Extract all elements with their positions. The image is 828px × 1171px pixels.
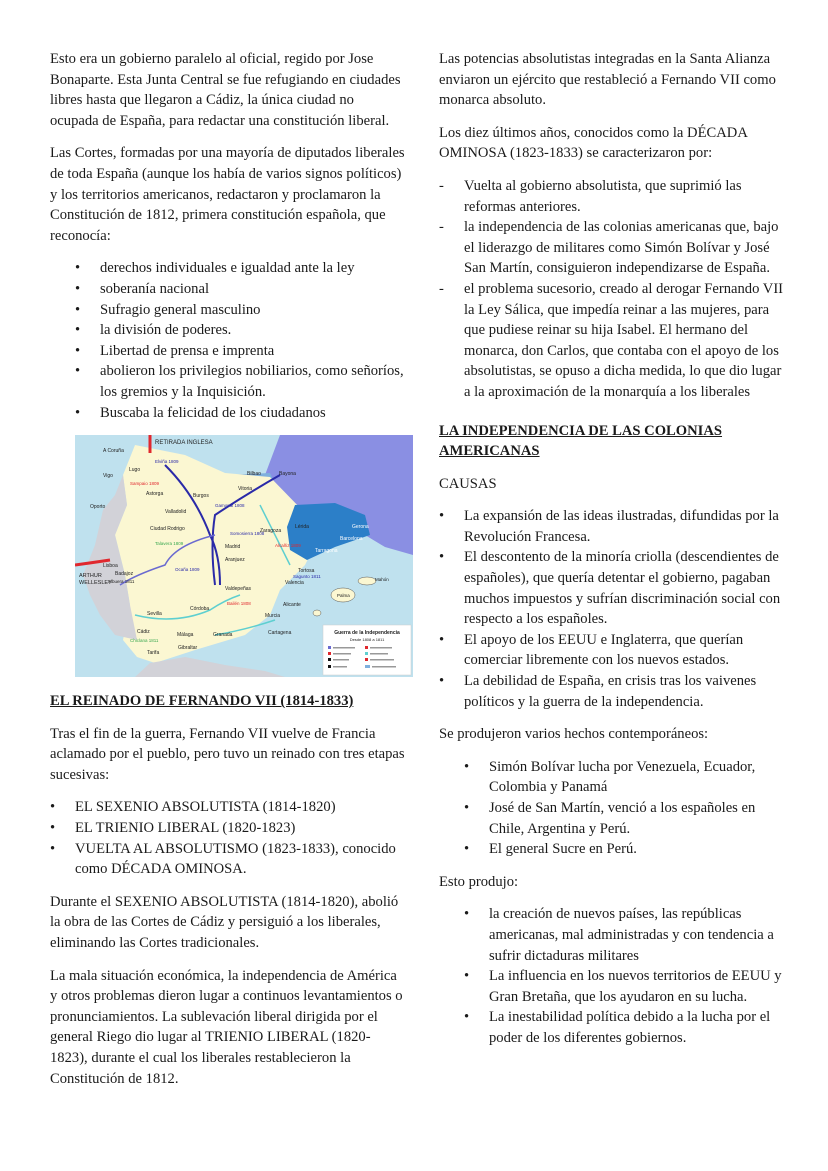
- map-guerra-independencia: [75, 435, 413, 677]
- map-legend: [323, 625, 411, 675]
- map-label: Badajoz: [115, 571, 134, 578]
- map-label: Tortosa: [298, 568, 315, 575]
- map-label: Granada: [213, 632, 233, 639]
- map-label: Cádiz: [137, 629, 150, 636]
- map-label: Somosierra 1808: [230, 531, 265, 537]
- map-label: Zaragoza: [260, 528, 282, 535]
- map-label: Murcia: [265, 613, 281, 620]
- map-label: Valdepeñas: [225, 586, 252, 593]
- map-label: Talavera 1809: [155, 541, 184, 547]
- list-item: • la división de poderes.: [50, 320, 405, 341]
- map-label: Bilbao: [247, 471, 261, 478]
- map-label: Mahón: [375, 577, 389, 583]
- list-item: • El apoyo de los EEUU e Inglaterra, que querían comerciar libremente con los nuevos estados.: [439, 630, 789, 671]
- map-label: Gerona: [352, 524, 369, 531]
- map-label: Burgos: [193, 493, 209, 500]
- heading-independencia-colonias: LA INDEPENDENCIA DE LAS COLONIAS AMERICANAS: [439, 422, 723, 460]
- map-label: Albuera 1811: [108, 579, 135, 585]
- paragraph-decada-ominosa: Los diez últimos años, conocidos como la DÉCADA OMINOSA (1823-1833) se caracterizaron por:: [439, 124, 748, 162]
- list-item: • EL TRIENIO LIBERAL (1820-1823): [50, 818, 405, 839]
- paragraph-hechos: Se produjeron varios hechos contemporáneos:: [439, 726, 709, 743]
- map-label: Tarifa: [147, 650, 160, 657]
- list-item: • VUELTA AL ABSOLUTISMO (1823-1833), conocido como DÉCADA OMINOSA.: [50, 839, 405, 880]
- map-label: Ciudad Rodrigo: [150, 526, 185, 533]
- map-label: Sevilla: [147, 611, 162, 618]
- map-label: Cartagena: [268, 630, 292, 637]
- causas-label: CAUSAS: [439, 475, 497, 492]
- map-label: RETIRADA INGLESA: [155, 440, 213, 447]
- map-label: Barcelona: [340, 536, 363, 543]
- ominosa-list: [439, 176, 789, 403]
- map-label: Madrid: [225, 544, 241, 551]
- list-item: • José de San Martín, venció a los españoles en Chile, Argentina y Perú.: [439, 798, 789, 839]
- list-item: • EL SEXENIO ABSOLUTISTA (1814-1820): [50, 797, 405, 818]
- map-label: Bayona: [279, 471, 296, 478]
- consecuencias-list: [439, 904, 789, 1048]
- list-item: • abolieron los privilegios nobiliarios, como señoríos, los gremios y la Inquisición.: [50, 361, 405, 402]
- map-label: Sampaio 1809: [130, 481, 160, 487]
- paragraph-sexenio: Durante el SEXENIO ABSOLUTISTA (1814-1820), abolió la obra de las Cortes de Cádiz y persiguió a los liberales, eliminando las Cortes tradicionales.: [50, 893, 399, 952]
- right-column: [439, 49, 789, 1061]
- map-label: Alicante: [283, 602, 301, 609]
- paragraph-fin-guerra: Tras el fin de la guerra, Fernando VII vuelve de Francia aclamado por el pueblo, pero tuvo un reinado con tres etapas sucesivas:: [50, 725, 405, 783]
- map-label: WELLESLEY: [79, 580, 112, 587]
- stages-list: [50, 797, 405, 879]
- list-item: • Simón Bolívar lucha por Venezuela, Ecuador, Colombia y Panamá: [439, 757, 789, 798]
- map-label: Sagunto 1811: [293, 574, 321, 580]
- map-label: Lisboa: [103, 563, 118, 570]
- list-item: • soberanía nacional: [50, 279, 405, 300]
- map-label: Elviña 1809: [155, 459, 179, 465]
- map-label: ARTHUR: [79, 573, 102, 580]
- list-item: - Vuelta al gobierno absolutista, que suprimió las reformas anteriores.: [439, 176, 789, 217]
- map-label: Alcañiz 1809: [275, 543, 301, 549]
- paragraph-cortes: Las Cortes, formadas por una mayoría de diputados liberales de toda España (aunque los había de varios signos políticos) y los territorios americanos, redactaron y proclamaron la Constitución de 1812, primera constitución española, que reconocía:: [50, 145, 405, 244]
- legend-title: Guerra de la Independencia: [334, 630, 400, 637]
- map-label: Bailén 1808: [227, 601, 251, 607]
- map-label: Gamonal 1808: [215, 503, 245, 509]
- left-column: [50, 49, 405, 1101]
- paragraph-santa-alianza: Las potencias absolutistas integradas en la Santa Alianza enviaron un ejército que restableció a Fernando VII como monarca absoluto.: [439, 51, 776, 109]
- hechos-list: [439, 757, 789, 860]
- causas-list: [439, 506, 789, 712]
- map-label: Lérida: [295, 524, 309, 531]
- list-item: • derechos individuales e igualdad ante la ley: [50, 258, 405, 279]
- list-item: • La debilidad de España, en crisis tras los vaivenes políticos y la guerra de la independencia.: [439, 671, 789, 712]
- list-item: • La influencia en los nuevos territorios de EEUU y Gran Bretaña, que los ayudaron en su lucha.: [439, 966, 789, 1007]
- list-item: - la independencia de las colonias americanas que, bajo el liderazgo de militares como Simón Bolívar y José San Martín, consiguieron independizarse de España.: [439, 217, 789, 279]
- list-item: • La inestabilidad política debido a la lucha por el poder de los diferentes gobiernos.: [439, 1007, 789, 1048]
- list-item: • El descontento de la minoría criolla (descendientes de españoles), que quería detentar el gobierno, pagaban muchos impuestos y sufrían discriminación social con respecto a los españoles.: [439, 547, 789, 629]
- map-label: Lugo: [129, 467, 141, 474]
- map-label: Chiclana 1811: [130, 638, 159, 644]
- map-label: Gibraltar: [178, 645, 198, 652]
- list-item: - el problema sucesorio, creado al derogar Fernando VII la Ley Sálica, que impedía reinar a las mujeres, para que pudiese reinar su hija Isabel. El hermano del monarca, don Carlos, que contaba con el apoyo de los absolutistas, se opuso a dicha medida, lo que dio lugar a la aproximación de la monarquía a los liberales: [439, 279, 789, 403]
- heading-reinado-fernando-vii: EL REINADO DE FERNANDO VII (1814-1833): [50, 693, 354, 710]
- map-label: Valencia: [285, 580, 304, 587]
- map-label: Málaga: [177, 632, 194, 639]
- map-label: Oporto: [90, 504, 106, 511]
- list-item: • Buscaba la felicidad de los ciudadanos: [50, 403, 405, 424]
- map-label: Palma: [337, 593, 350, 599]
- map-label: Astorga: [146, 491, 164, 498]
- list-item: • Libertad de prensa e imprenta: [50, 341, 405, 362]
- legend-subtitle: Desde 1808 a 1811: [349, 637, 385, 643]
- map-label: Córdoba: [190, 606, 210, 613]
- map-label: Tarragona: [315, 548, 338, 555]
- list-item: • El general Sucre en Perú.: [439, 839, 789, 860]
- paragraph-junta-central: Esto era un gobierno paralelo al oficial, regido por Jose Bonaparte. Esta Junta Central se fue refugiando en ciudades libres hasta que llegaron a Cádiz, la única ciudad no ocupada de España, para redactar una constitución liberal.: [50, 51, 401, 129]
- map-label: Vitoria: [238, 486, 253, 493]
- paragraph-trienio: La mala situación económica, la independencia de América y otros problemas dieron lugar a continuos levantamientos o pronunciamientos. La sublevación liberal dirigida por el general Riego dio lugar al TRIENIO LIBERAL (1820-1823), durante el cual los liberales restablecieron la Constitución de 1812.: [50, 967, 403, 1087]
- list-item: • la creación de nuevos países, las repúblicas americanas, mal administradas y con tendencia a sufrir dictaduras militares: [439, 904, 789, 966]
- map-label: Ocaña 1809: [175, 567, 200, 573]
- map-label: Aranjuez: [225, 557, 245, 564]
- list-item: • Sufragio general masculino: [50, 300, 405, 321]
- list-item: • La expansión de las ideas ilustradas, difundidas por la Revolución Francesa.: [439, 506, 789, 547]
- map-label: A Coruña: [103, 448, 124, 455]
- paragraph-esto-produjo: Esto produjo:: [439, 873, 519, 890]
- map-label: Valladolid: [165, 509, 187, 516]
- constitution-list: [50, 258, 405, 423]
- map-label: Vigo: [103, 473, 113, 480]
